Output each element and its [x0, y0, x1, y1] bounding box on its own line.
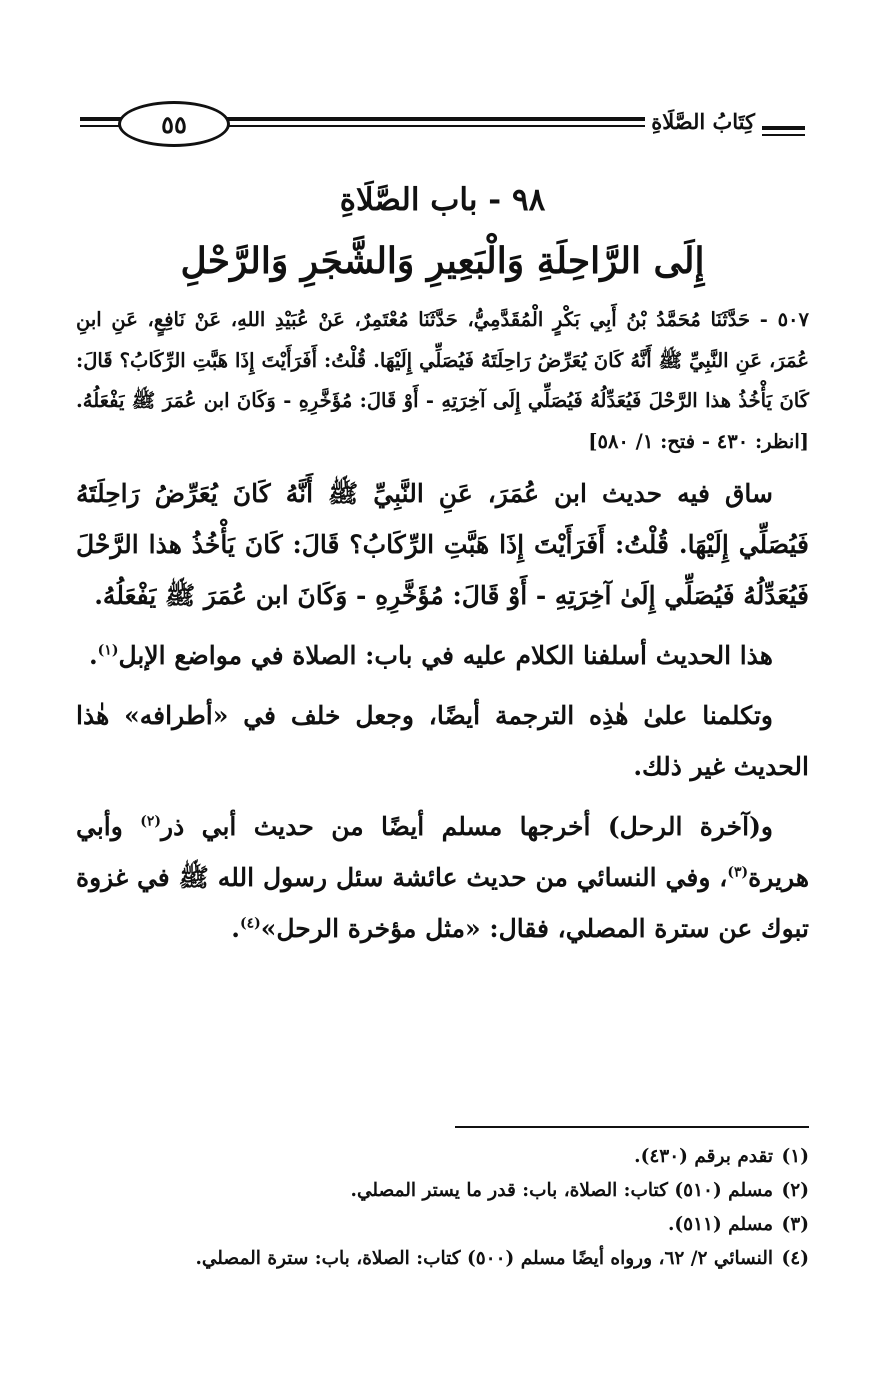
paragraph-text: هذا الحديث أسلفنا الكلام عليه في باب: الصلاة في مواضع الإبل	[118, 641, 773, 670]
footnote-ref: (٢)	[140, 813, 161, 830]
footnotes	[76, 1140, 809, 1276]
commentary-paragraph	[76, 690, 809, 792]
footnote-number: (٣)	[781, 1214, 809, 1235]
header-rule-center-bottom	[220, 125, 645, 127]
footnote-text: مسلم (٥١٠) كتاب: الصلاة، باب: قدر ما يستر المصلي.	[350, 1180, 773, 1201]
paragraph-text: ساق فيه حديث ابن عُمَرَ، عَنِ النَّبِيِّ ﷺ أَنَّهُ كَانَ يُعَرِّضُ رَاحِلَتَهُ فَيُصَلِّي إِلَيْهَا. قُلْتُ: أَفَرَأَيْتَ إِذَا هَبَّتِ الرِّكَابُ؟ قَالَ: كَانَ يَأْخُذُ هذا الرَّحْلَ فَيُعَدِّلُهُ فَيُصَلِّي إِلَىٰ آخِرَتِهِ - أَوْ قَالَ: مُؤَخَّرِهِ - وَكَانَ ابن عُمَرَ ﷺ يَفْعَلُهُ.	[76, 479, 809, 610]
commentary-paragraph	[76, 630, 809, 681]
page-number: ٥٥	[118, 101, 230, 147]
footnote-text: مسلم (٥١١).	[667, 1214, 773, 1235]
paragraph-text: وتكلمنا علىٰ هٰذِه الترجمة أيضًا، وجعل خلف في «أطرافه» هٰذا الحديث غير ذلك.	[76, 701, 809, 781]
footnote-item	[76, 1140, 809, 1174]
footnote-separator	[455, 1126, 809, 1128]
footnote-item	[76, 1242, 809, 1276]
running-header	[80, 95, 805, 157]
footnote-item	[76, 1174, 809, 1208]
paragraph-tail: .	[231, 914, 240, 943]
footnote-number: (٤)	[781, 1248, 809, 1269]
footnote-text: النسائي ٢/ ٦٢، ورواه أيضًا مسلم (٥٠٠) كتاب: الصلاة، باب: سترة المصلي.	[195, 1248, 773, 1269]
paragraph-tail: .	[88, 641, 98, 670]
footnote-ref: (٣)	[727, 864, 749, 881]
footnote-number: (٢)	[781, 1180, 809, 1201]
paragraph-text: ، وفي النسائي من حديث عائشة سئل رسول الله ﷺ في غزوة تبوك عن سترة المصلي، فقال: «مثل مؤخرة الرحل»	[76, 863, 809, 943]
chapter-heading: ٩٨ - باب الصَّلَاةِ	[339, 182, 546, 218]
chapter-subheading: إِلَى الرَّاحِلَةِ وَالْبَعِيرِ وَالشَّجَرِ وَالرَّحْلِ	[180, 240, 705, 282]
header-rule-center-top	[220, 117, 645, 121]
commentary-paragraph	[76, 801, 809, 954]
footnote-item	[76, 1208, 809, 1242]
hadith-text: ٥٠٧ - حَدَّثَنَا مُحَمَّدُ بْنُ أَبِي بَكْرٍ الْمُقَدَّمِيُّ، حَدَّثَنَا مُعْتَمِرٌ، عَنْ عُبَيْدِ اللهِ، عَنْ نَافِعٍ، عَنِ ابنِ عُمَرَ، عَنِ النَّبِيِّ ﷺ أَنَّهُ كَانَ يُعَرِّضُ رَاحِلَتَهُ فَيُصَلِّي إِلَيْهَا. قُلْتُ: أَفَرَأَيْتَ إِذَا هَبَّتِ الرِّكَابُ؟ قَالَ: كَانَ يَأْخُذُ هذا الرَّحْلَ فَيُعَدِّلُهُ فَيُصَلِّي إِلَى آخِرَتِهِ - أَوْ قَالَ: مُؤَخَّرِهِ - وَكَانَ ابن عُمَرَ ﷺ يَفْعَلُهُ. [انظر: ٤٣٠ - فتح: ١/ ٥٨٠]	[76, 308, 809, 453]
commentary-paragraph	[76, 468, 809, 621]
book-title: كِتَابُ الصَّلَاةِ	[651, 109, 755, 134]
paragraph-text: وأبي هريرة	[76, 812, 809, 892]
footnote-number: (١)	[781, 1146, 809, 1167]
footnote-text: تقدم برقم (٤٣٠).	[634, 1146, 773, 1167]
footnote-ref: (٤)	[239, 915, 261, 932]
header-rule-right-bottom	[762, 134, 805, 136]
paragraph-text: و(آخرة الرحل) أخرجها مسلم أيضًا من حديث أبي ذر	[161, 812, 773, 841]
header-rule-right-top	[762, 126, 805, 130]
footnote-ref: (١)	[97, 642, 119, 659]
main-content	[76, 300, 809, 963]
